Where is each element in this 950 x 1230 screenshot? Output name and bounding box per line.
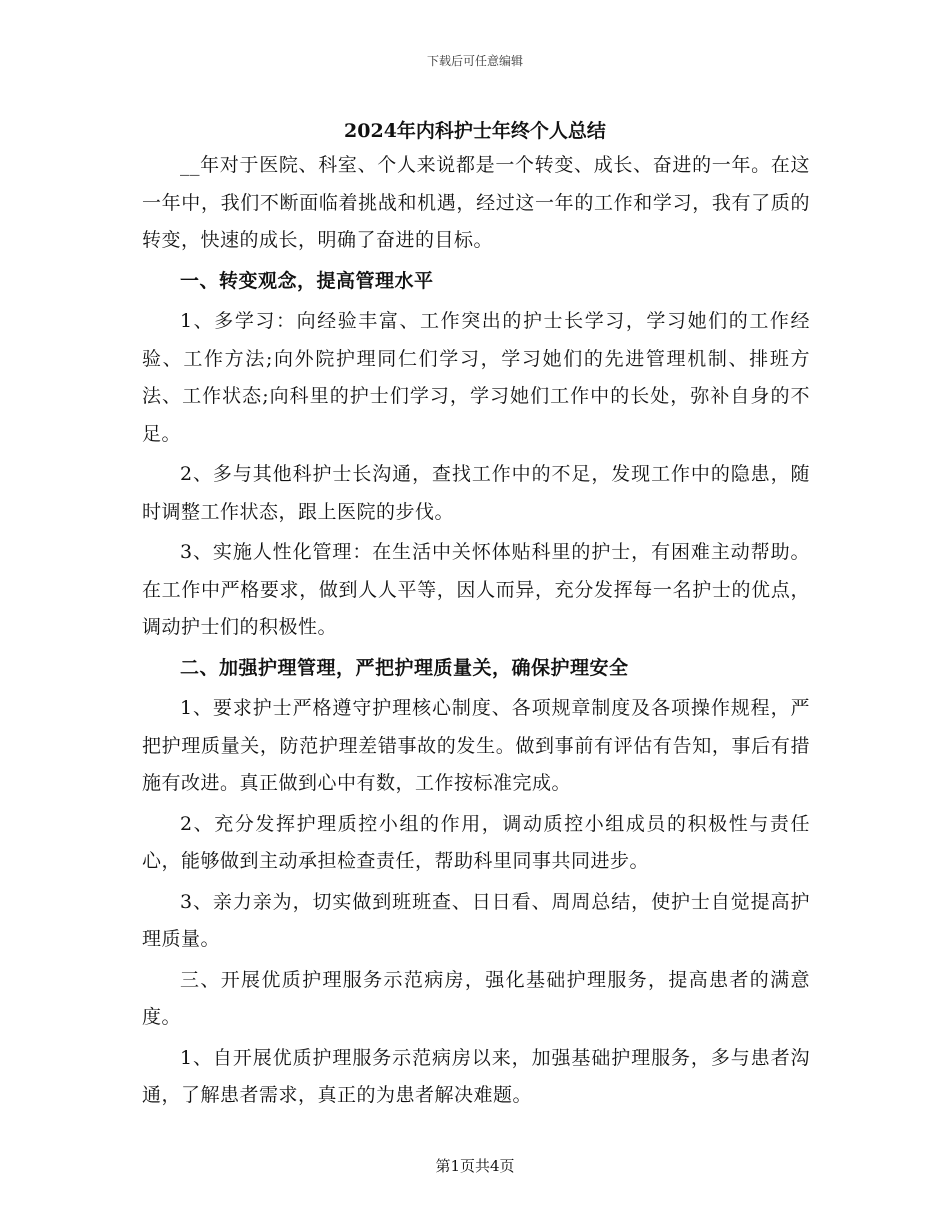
section-heading-1: 一、转变观念，提高管理水平: [180, 269, 434, 292]
section1-item-2: 2、多与其他科护士长沟通，查找工作中的不足，发现工作中的隐患，随时调整工作状态，跟上医院的步伐。: [142, 463, 810, 523]
document-body: [142, 147, 810, 1118]
page-number: 第1页共4页: [435, 1157, 515, 1175]
section2-item-3: 3、亲力亲为，切实做到班班查、日日看、周周总结，使护士自觉提高护理质量。: [142, 890, 810, 950]
section1-item-1: 1、多学习：向经验丰富、工作突出的护士长学习，学习她们的工作经验、工作方法;向外院护理同仁们学习，学习她们的先进管理机制、排班方法、工作状态;向科里的护士们学习，学习她们工作中的长处，弥补自身的不足。: [142, 310, 810, 445]
section-heading-2: 二、加强护理管理，严把护理质量关，确保护理安全: [180, 656, 629, 679]
intro-paragraph: __年对于医院、科室、个人来说都是一个转变、成长、奋进的一年。在这一年中，我们不断面临着挑战和机遇，经过这一年的工作和学习，我有了质的转变，快速的成长，明确了奋进的目标。: [142, 154, 810, 251]
page-header-note: 下载后可任意编辑: [426, 54, 523, 68]
document-title: 2024年内科护士年终个人总结: [344, 120, 606, 142]
section2-item-2: 2、充分发挥护理质控小组的作用，调动质控小组成员的积极性与责任心，能够做到主动承担检查责任，帮助科里同事共同进步。: [142, 812, 810, 872]
section2-item-1: 1、要求护士严格遵守护理核心制度、各项规章制度及各项操作规程，严把护理质量关，防范护理差错事故的发生。做到事前有评估有告知，事后有措施有改进。真正做到心中有数，工作按标准完成。: [142, 697, 810, 794]
section-heading-3: 三、开展优质护理服务示范病房，强化基础护理服务，提高患者的满意度。: [142, 968, 810, 1028]
section1-item-3: 3、实施人性化管理：在生活中关怀体贴科里的护士，有困难主动帮助。在工作中严格要求，做到人人平等，因人而异，充分发挥每一名护士的优点，调动护士们的积极性。: [142, 541, 810, 638]
section3-item-1: 1、自开展优质护理服务示范病房以来，加强基础护理服务，多与患者沟通，了解患者需求，真正的为患者解决难题。: [142, 1046, 810, 1106]
